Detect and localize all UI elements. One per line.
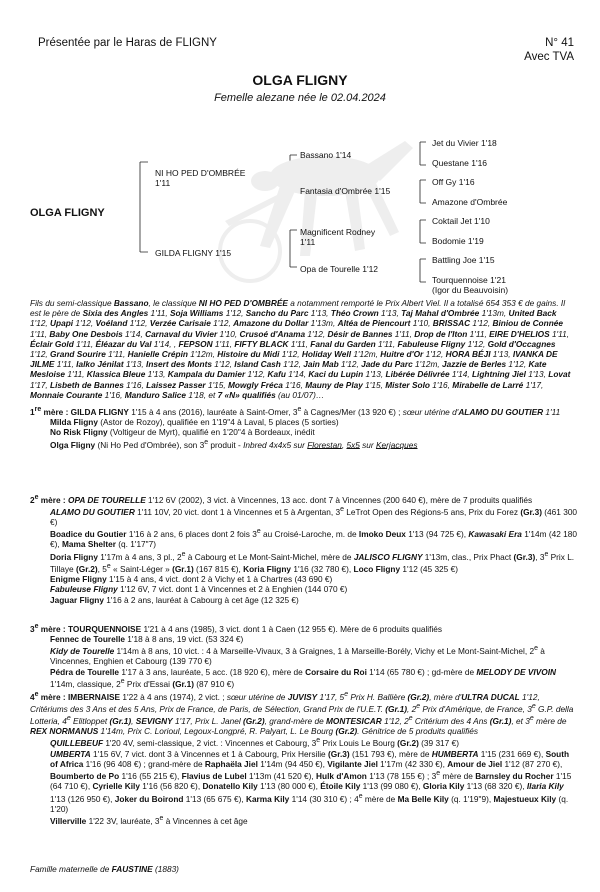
presenter-line: Présentée par le Haras de FLIGNY: [38, 37, 217, 49]
dam-dam-dam: Tourquennoise 1'21 (Igor du Beauvoisin): [432, 275, 509, 295]
third-dam-lead: 3e mère : TOURQUENNOISE 1'21 à 4 ans (1985), 3 vict. dont 1 à Caen (12 955 €). Mère de 6 produits qualifiés: [30, 623, 443, 634]
sire-dam-dam: Amazone d'Ombrée: [432, 197, 508, 207]
fourth-dam-produce: QUILLEBEUF 1'20 4V, semi-classique, 2 vict. : Vincennes et Cabourg, 3e Prix Louis Le Bourg (Gr.2) (39 317 €) UMBERTA 1'15 6V, 7 vict. dont 3 à Vincennes et 1 à Cabourg, Prix Hersilie (Gr.3) (151 793 €), mère de HUMBERTA 1'15 (231 669 €), South of Africa 1'16 (96 408 €) ; grand-mère de Raphaëla Jiel 1'14m (94 450 €), Vigilante Jiel 1'17m (42 330 €), Amour de Jiel 1'12 (87 270 €), Boumberto de Po 1'16 (55 215 €), Flavius de Lubel 1'13m (41 520 €), Hulk d'Amon 1'13 (78 155 €) ; 3e mère de Barnsley du Rocher 1'15 (64 710 €), Cyrielle Kily 1'16 (56 820 €), Donatello Kily 1'13 (80 000 €), Étoile Kily 1'13 (99 080 €), Gloria Kily 1'13 (68 320 €), Ilaria Kily 1'13 (126 950 €), Joker du Boirond 1'13 (65 675 €), Karma Kily 1'14 (30 310 €) ; 4e mère de Ma Belle Kily (q. 1'19"9), Majestueux Kily (q. 1'20) Villerville 1'22 3V, lauréate, 3e à Vincennes à cet âge: [50, 737, 572, 826]
second-dam-lead: 2e mère : OPA DE TOURELLE 1'12 6V (2002), 3 vict. à Vincennes, 13 acc. dont 7 à Vincennes (200 640 €), mère de 7 produits qualifiés: [30, 494, 533, 505]
dam-name: GILDA FLIGNY 1'15: [155, 248, 232, 258]
maternal-family: Famille maternelle de FAUSTINE (1883): [30, 864, 179, 874]
first-dam-section: [30, 405, 578, 450]
first-dam-lead: 1re mère : GILDA FLIGNY 1'15 à 4 ans (2016), lauréate à Saint-Omer, 3e à Cagnes/Mer (13 920 €) ; sœur utérine d'ALAMO DU GOUTIER 1'11: [30, 406, 561, 417]
dam-sire-dam: Bodomie 1'19: [432, 236, 484, 246]
dam-dam: Opa de Tourelle 1'12: [300, 264, 379, 274]
lot-info: [524, 36, 574, 64]
fourth-dam-lead: 4e mère : IMBERNAISE 1'22 à 4 ans (1974), 2 vict. ; sœur utérine de JUVISY 1'17, 5e Prix H. Ballière (Gr.2), mère d'ULTRA DUCAL 1'12, Critériums des 3 Ans et des 5 Ans, Prix de France, de Paris, de Sélection, Grand Prix de l'U.E.T. (Gr.1), 2e Prix d'Amérique, de France, 3e G.P. della Lotteria, 4e Elitloppet (Gr.1), SEVIGNY 1'17, Prix L. Janel (Gr.2), grand-mère de MONTESICAR 1'12, 2e Critérium des 4 Ans (Gr.1), et 3e mère de REX NORMANUS 1'14m, Prix C. Lorioul, Legoux-Longpré, R. Palyart, L. Le Bourg (Gr.2). Génitrice de 5 produits qualifiés: [30, 691, 574, 737]
sire-sire-dam: Questane 1'16: [432, 158, 488, 168]
horse-subtitle: Femelle alezane née le 02.04.2024: [214, 92, 386, 104]
sire-dam-sire: Off Gy 1'16: [432, 177, 475, 187]
sire-sire: Bassano 1'14: [300, 150, 352, 160]
sire-name: NI HO PED D'OMBRÉE 1'11: [155, 168, 246, 188]
second-dam-produce: ALAMO DU GOUTIER 1'11 10V, 20 vict. dont 1 à Vincennes et 5 à Argentan, 3e LeTrot Open des Régions-5 ans, Prix du Forez (Gr.3) (461 300 €) Boadice du Goutier 1'16 à 2 ans, 6 places dont 2 fois 3e au Croisé-Laroche, m. de Imoko Deux 1'13 (94 725 €), Kawasaki Era 1'14m (42 180 €), Mama Shelter (q. 1'17"7) Doria Fligny 1'17m à 4 ans, 3 pl., 2e à Cabourg et Le Mont-Saint-Michel, mère de JALISCO FLIGNY 1'13m, clas., Prix Phact (Gr.3), 3e Prix L. Tillaye (Gr.2), 5e « Saint-Léger » (Gr.1) (167 815 €), Koria Fligny 1'16 (32 780 €), Loco Fligny 1'12 (45 325 €) Enigme Fligny 1'15 à 4 ans, 4 vict. dont 2 à Vichy et 1 à Chartres (43 690 €) Fabuleuse Fligny 1'12 6V, 7 vict. dont 1 à Vincennes et 2 à Enghien (144 070 €) Jaguar Fligny 1'16 à 2 ans, lauréat à Cabourg à cet âge (12 325 €): [50, 506, 578, 605]
vat-label: Avec TVA: [524, 51, 574, 63]
sire-sire-sire: Jet du Vivier 1'18: [432, 138, 497, 148]
lot-number: N° 41: [545, 37, 574, 49]
sire-dam: Fantasia d'Ombrée 1'15: [300, 186, 391, 196]
third-dam-section: [30, 622, 578, 689]
subject-name: OLGA FLIGNY: [30, 207, 105, 219]
dam-sire-sire: Coktail Jet 1'10: [432, 216, 490, 226]
horse-name: OLGA FLIGNY: [252, 72, 348, 88]
second-dam-section: [30, 493, 578, 605]
fourth-dam-section: [30, 690, 578, 826]
dam-dam-sire: Battling Joe 1'15: [432, 255, 495, 265]
third-dam-produce: Fennec de Tourelle 1'18 à 8 ans, 19 vict. (53 324 €) Kidy de Tourelle 1'14m à 8 ans, 10 vict. : 4 à Marseille-Vivaux, 3 à Graignes, 1 à Marseille-Borély, Vichy et Le Mont-Saint-Michel, 2e à Vincennes, Enghien et Cabourg (139 770 €) Pédra de Tourelle 1'17 à 3 ans, lauréate, 5 acc. (18 920 €), mère de Corsaire du Roi 1'14 (65 780 €) ; gd-mère de MELODY DE VIVOIN 1'14m, classique, 2e Prix d'Essai (Gr.1) (87 910 €): [50, 634, 556, 689]
pedigree-chart: [0, 130, 600, 295]
dam-sire: Magnificent Rodney 1'11: [300, 227, 376, 247]
first-dam-produce: Milda Fligny (Astor de Rozoy), qualifiée en 1'19"4 à Laval, 5 places (5 sorties) No Risk Fligny (Voltigeur de Myrt), qualifié en 1'20"4 à Bordeaux, inédit Olga Fligny (Ni Ho Ped d'Ombrée), son 3e produit - Inbred 4x4x5 sur Florestan, 5x5 sur Kerjacques: [50, 417, 418, 450]
sire-description: Fils du semi-classique Bassano, le classique NI HO PED D'OMBRÉE a notamment remporté le Prix Albert Viel. Il a totalisé 654 353 € de gains. Il est le père de Sixia des Angles 1'11, Soja Williams 1'12, Sancho du Parc 1'13, Théo Crown 1'13, Taj Mahal d'Ombrée 1'13m, United Back 1'12, Upapi 1'12, Voéland 1'12, Verzée Carisaie 1'12, Amazone du Dollar 1'13m, Altéa de Piencourt 1'10, BRISSAC 1'12, Biniou de Connée 1'11, Baby One Desbois 1'14, Carnaval du Vivier 1'10, Crusoé d'Anama 1'12, Désir de Bannes 1'11, Drop de l'Iton 1'11, EIRE D'HELIOS 1'11, Éclair Gold 1'11, Éléazar du Val 1'14, , FEPSON 1'11, FIFTY BLACK 1'11, Fanal du Garden 1'11, Fabuleuse Fligny 1'12, Gold d'Occagnes 1'12, Grand Sourire 1'11, Hanielle Crépin 1'12m, Histoire du Midi 1'12, Holiday Well 1'12m, Huitre d'Or 1'12, HORA BÉJI 1'13, IVANKA DE JILME 1'11, Ialko Jénilat 1'13, Insert des Monts 1'12, Island Cash 1'12, Jain Mab 1'12, Jade du Parc 1'12m, Jazzie de Berles 1'12, Kate Mesloise 1'11, Klassica Bleue 1'13, Kampala du Damier 1'12, Kafu 1'14, Kaci du Lupin 1'13, Libérée Délivrée 1'14, Lightning Jiel 1'13, Lovat 1'17, Lisbeth de Bannes 1'16, Laissez Passer 1'15, Mowgly Fréca 1'16, Mauny de Play 1'15, Mister Solo 1'16, Mirabelle de Larré 1'17, Monnaie Courante 1'16, Manduro Salice 1'18, et 7 «N» qualifiés (au 01/07)…: [30, 298, 571, 400]
